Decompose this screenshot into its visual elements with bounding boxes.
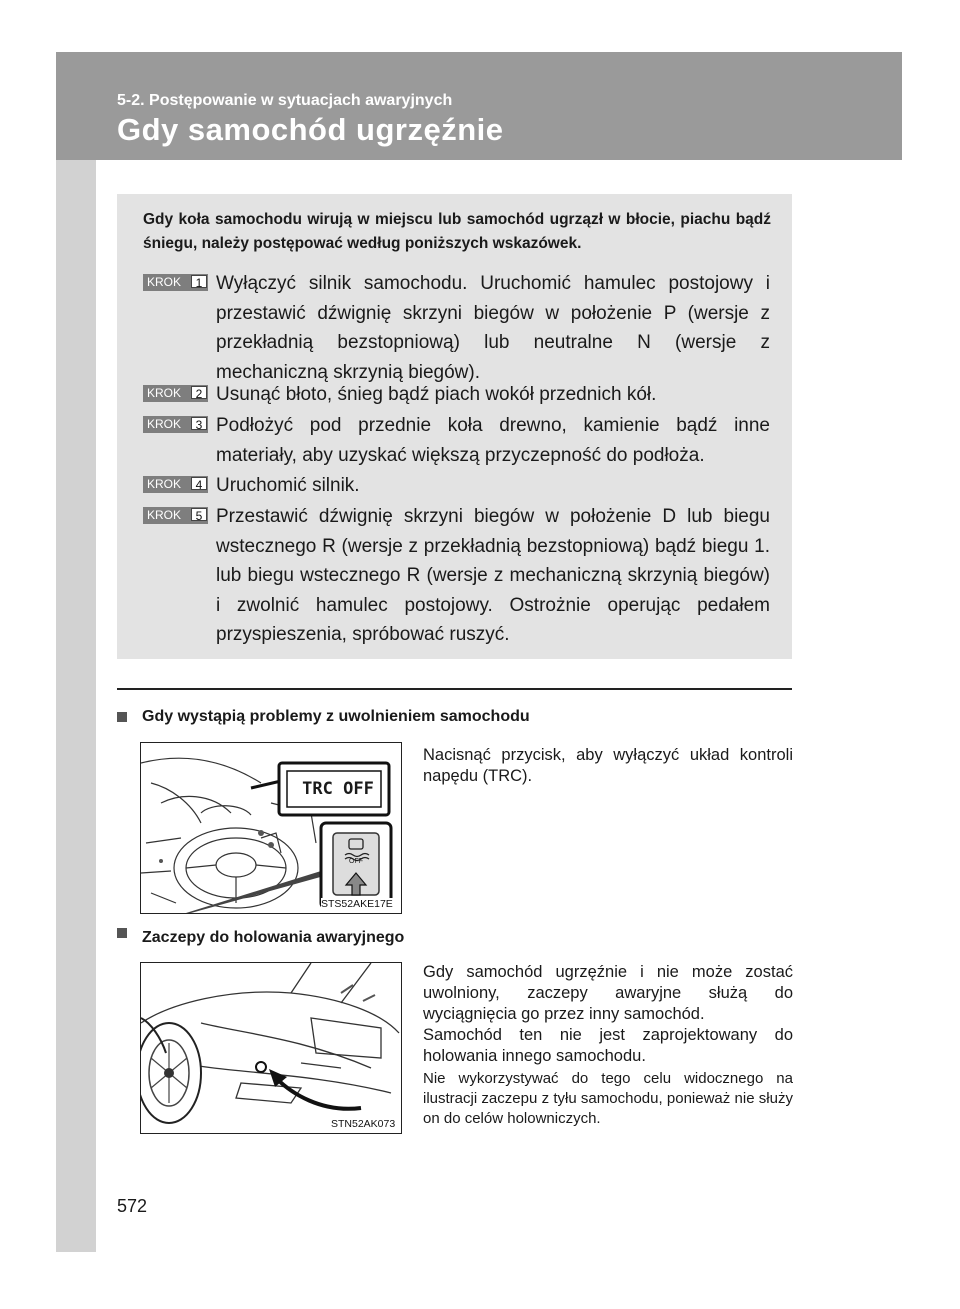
trc-off-display-label: TRC OFF [302,779,374,799]
trc-button-label: OFF [349,858,363,865]
section-divider [117,688,792,690]
towing-text-1: Gdy samochód ugrzęźnie i nie może zostać uwolniony, zaczepy awaryjne służą do wyciągnięcia go przez inny samochód. [423,963,793,1023]
dashboard-drawing [141,743,401,913]
towing-text-3: Nie wykorzystywać do tego celu widocznego na ilustracji zaczepu z tyłu samochodu, ponieważ nie służy on do celów holowniczych. [423,1070,793,1127]
step-text: Podłożyć pod przednie koła drewno, kamienie bądź inne materiały, aby uzyskać większą przyczepność do podłoża. [216,415,770,466]
page-title: Gdy samochód ugrzęźnie [117,112,504,147]
towing-hook-illustration [140,962,402,1134]
square-bullet-icon [117,712,127,722]
step-badge: KROK 2 [143,385,208,402]
step-badge: KROK 1 [143,274,208,291]
instructions-intro: Gdy koła samochodu wirują w miejscu lub samochód ugrzązł w błocie, piachu bądź śniegu, należy postępować według poniższych wskazówek. [143,211,771,252]
towing-text-2: Samochód ten nie jest zaprojektowany do holowania innego samochodu. [423,1026,793,1065]
car-underside-drawing [141,963,401,1133]
trc-switch-illustration [140,742,402,914]
image-code: STN52AK073 [331,1118,396,1130]
step-text: Uruchomić silnik. [216,475,360,496]
square-bullet-icon [117,928,127,938]
trc-instruction: Nacisnąć przycisk, aby wyłączyć układ kontroli napędu (TRC). [423,746,793,785]
section-label: 5-2. Postępowanie w sytuacjach awaryjnych [117,92,453,109]
image-code: STS52AKE17E [321,898,393,910]
step-text: Usunąć błoto, śnieg bądź piach wokół przednich kół. [216,384,657,405]
section-heading-towing: Zaczepy do holowania awaryjnego [142,929,405,946]
step-badge: KROK 5 [143,507,208,524]
section-heading-stuck: Gdy wystąpią problemy z uwolnieniem samochodu [142,708,530,725]
page-number: 572 [117,1196,148,1216]
step-text: Wyłączyć silnik samochodu. Uruchomić hamulec postojowy i przestawić dźwignię skrzyni biegów w położenie P (wersje z przekładnią bezstopniową) lub neutralne N (wersje z mechaniczną skrzynią biegów). [216,273,770,383]
step-badge: KROK 4 [143,476,208,493]
step-text: Przestawić dźwignię skrzyni biegów w położenie D lub biegu wstecznego R (wersje z przekładnią bezstopniową) bądź biegu 1. lub biegu wstecznego R (wersje z mechaniczną skrzynią biegów) i zwolnić hamulec postojowy. Ostrożnie operując pedałem przyspieszenia, spróbować ruszyć. [216,506,770,645]
step-badge: KROK 3 [143,416,208,433]
